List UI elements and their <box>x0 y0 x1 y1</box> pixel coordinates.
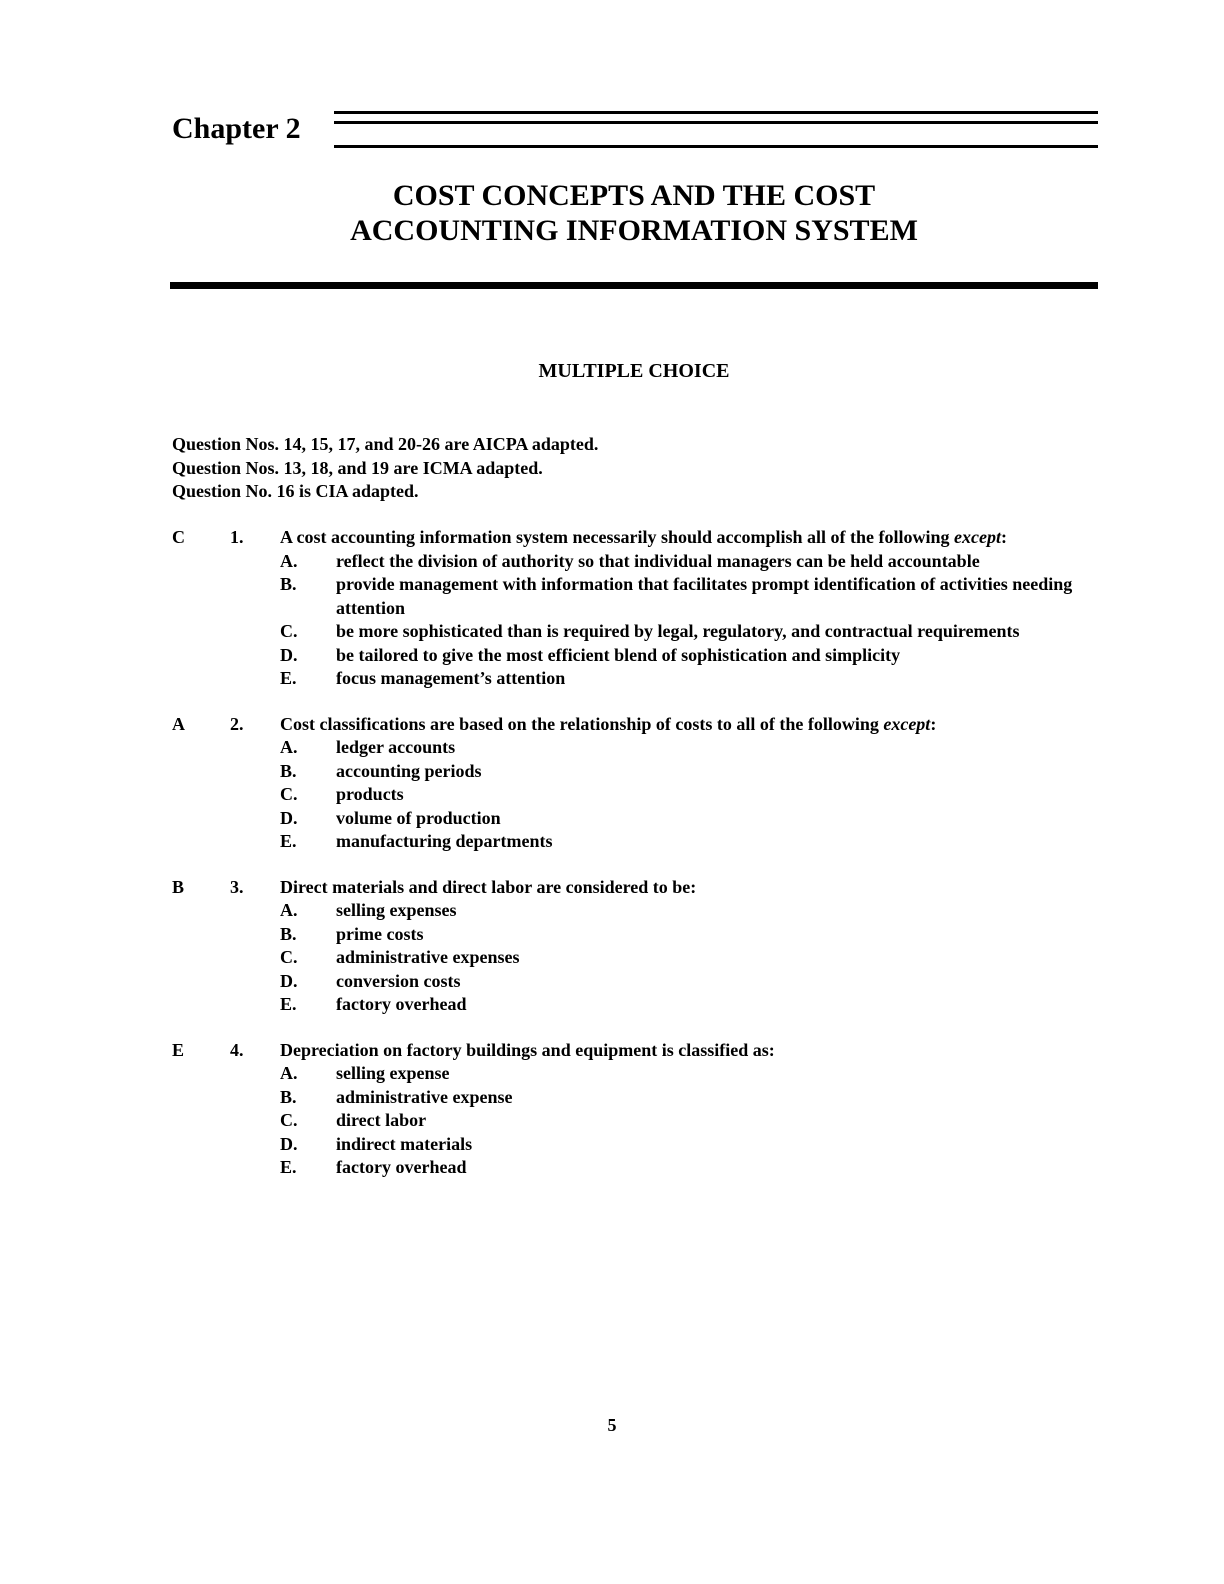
option-text: indirect materials <box>336 1133 473 1154</box>
source-note: Question Nos. 14, 15, 17, and 20-26 are AICPA adapted. <box>172 434 599 454</box>
option-text: direct labor <box>336 1110 427 1130</box>
option-text: be more sophisticated than is required by legal, regulatory, and contractual requirements <box>336 621 1020 641</box>
question-row <box>0 876 1224 900</box>
chapter-label: Chapter 2 <box>172 112 301 145</box>
source-note: Question Nos. 13, 18, and 19 are ICMA adapted. <box>172 457 543 478</box>
chapter-rule-middle <box>334 121 1098 124</box>
option-text: accounting periods <box>336 760 482 781</box>
question-item <box>0 526 1224 691</box>
option-letter: A. <box>280 737 298 757</box>
question-row <box>0 1039 1224 1063</box>
question-stem-emphasis: except <box>883 713 931 734</box>
answer-option <box>0 970 1224 994</box>
question-stem-text: Depreciation on factory buildings and equipment is classified as: <box>280 1039 775 1060</box>
answer-key: A <box>172 713 185 734</box>
page-number: 5 <box>607 1415 617 1435</box>
chapter-rule-bottom <box>334 145 1098 148</box>
option-letter: D. <box>280 644 298 665</box>
option-letter: A. <box>280 550 298 571</box>
chapter-title <box>170 178 1098 248</box>
answer-option <box>0 830 1224 854</box>
option-text: selling expenses <box>336 900 457 920</box>
answer-option <box>0 573 1224 620</box>
answer-option <box>0 667 1224 691</box>
answer-option <box>0 644 1224 668</box>
answer-option <box>0 760 1224 784</box>
title-divider <box>170 282 1098 289</box>
answer-option <box>0 550 1224 574</box>
option-text: factory overhead <box>336 994 467 1014</box>
option-letter: C. <box>280 621 298 641</box>
answer-option <box>0 620 1224 644</box>
option-letter: E. <box>280 994 297 1014</box>
answer-option <box>0 899 1224 923</box>
option-text: prime costs <box>336 923 424 944</box>
answer-key: E <box>172 1039 185 1060</box>
answer-option <box>0 1133 1224 1157</box>
option-letter: E. <box>280 668 297 688</box>
option-text: be tailored to give the most efficient blend of sophistication and simplicity <box>336 644 901 665</box>
option-letter: E. <box>280 1157 297 1177</box>
option-letter: D. <box>280 807 298 828</box>
source-notes <box>172 433 1072 504</box>
question-stem-text: Cost classifications are based on the relationship of costs to all of the following <box>280 713 879 734</box>
question-stem-end: : <box>1000 527 1007 547</box>
answer-option <box>0 1109 1224 1133</box>
option-text: conversion costs <box>336 970 461 991</box>
question-item <box>0 876 1224 1017</box>
option-text: provide management with information that facilitates prompt identification of activities needing attention <box>336 574 1073 618</box>
question-number: 1. <box>230 527 244 547</box>
question-stem <box>280 526 1007 550</box>
question-number: 2. <box>230 713 244 734</box>
section-heading: MULTIPLE CHOICE <box>538 360 730 382</box>
option-text: ledger accounts <box>336 737 456 757</box>
option-letter: B. <box>280 923 297 944</box>
option-letter: A. <box>280 1063 298 1083</box>
question-stem <box>280 876 696 900</box>
chapter-rule-top <box>334 111 1098 114</box>
option-letter: C. <box>280 784 298 804</box>
answer-option <box>0 783 1224 807</box>
answer-option <box>0 1086 1224 1110</box>
answer-key: B <box>172 876 185 897</box>
option-letter: B. <box>280 574 297 594</box>
question-number: 4. <box>230 1039 244 1060</box>
option-text: reflect the division of authority so that individual managers can be held accountable <box>336 550 980 571</box>
question-stem-text: Direct materials and direct labor are considered to be: <box>280 876 697 897</box>
option-text: focus management’s attention <box>336 668 566 688</box>
source-note: Question No. 16 is CIA adapted. <box>172 481 419 501</box>
question-list <box>0 526 1224 1202</box>
answer-option <box>0 923 1224 947</box>
option-letter: C. <box>280 947 298 967</box>
option-letter: B. <box>280 1086 297 1107</box>
option-text: products <box>336 784 404 804</box>
question-stem <box>280 1039 775 1063</box>
answer-option <box>0 993 1224 1017</box>
question-stem-text: A cost accounting information system necessarily should accomplish all of the following <box>280 527 950 547</box>
chapter-title-line-1: COST CONCEPTS AND THE COST <box>392 179 876 212</box>
option-text: factory overhead <box>336 1157 467 1177</box>
chapter-title-line-2: ACCOUNTING INFORMATION SYSTEM <box>350 214 918 247</box>
question-row <box>0 713 1224 737</box>
answer-option <box>0 946 1224 970</box>
question-stem <box>280 713 936 737</box>
option-text: manufacturing departments <box>336 831 553 851</box>
option-text: volume of production <box>336 807 501 828</box>
option-letter: D. <box>280 1133 298 1154</box>
question-row <box>0 526 1224 550</box>
question-item <box>0 713 1224 854</box>
answer-option <box>0 1062 1224 1086</box>
answer-option <box>0 1156 1224 1180</box>
option-letter: D. <box>280 970 298 991</box>
question-stem-end: : <box>930 713 937 734</box>
answer-key: C <box>172 527 185 547</box>
option-letter: E. <box>280 831 297 851</box>
answer-option <box>0 736 1224 760</box>
option-letter: A. <box>280 900 298 920</box>
option-letter: B. <box>280 760 297 781</box>
option-text: administrative expense <box>336 1086 513 1107</box>
question-stem-emphasis: except <box>954 527 1001 547</box>
option-text: selling expense <box>336 1063 450 1083</box>
question-number: 3. <box>230 876 244 897</box>
option-text: administrative expenses <box>336 947 520 967</box>
option-letter: C. <box>280 1110 298 1130</box>
question-item <box>0 1039 1224 1180</box>
answer-option <box>0 807 1224 831</box>
